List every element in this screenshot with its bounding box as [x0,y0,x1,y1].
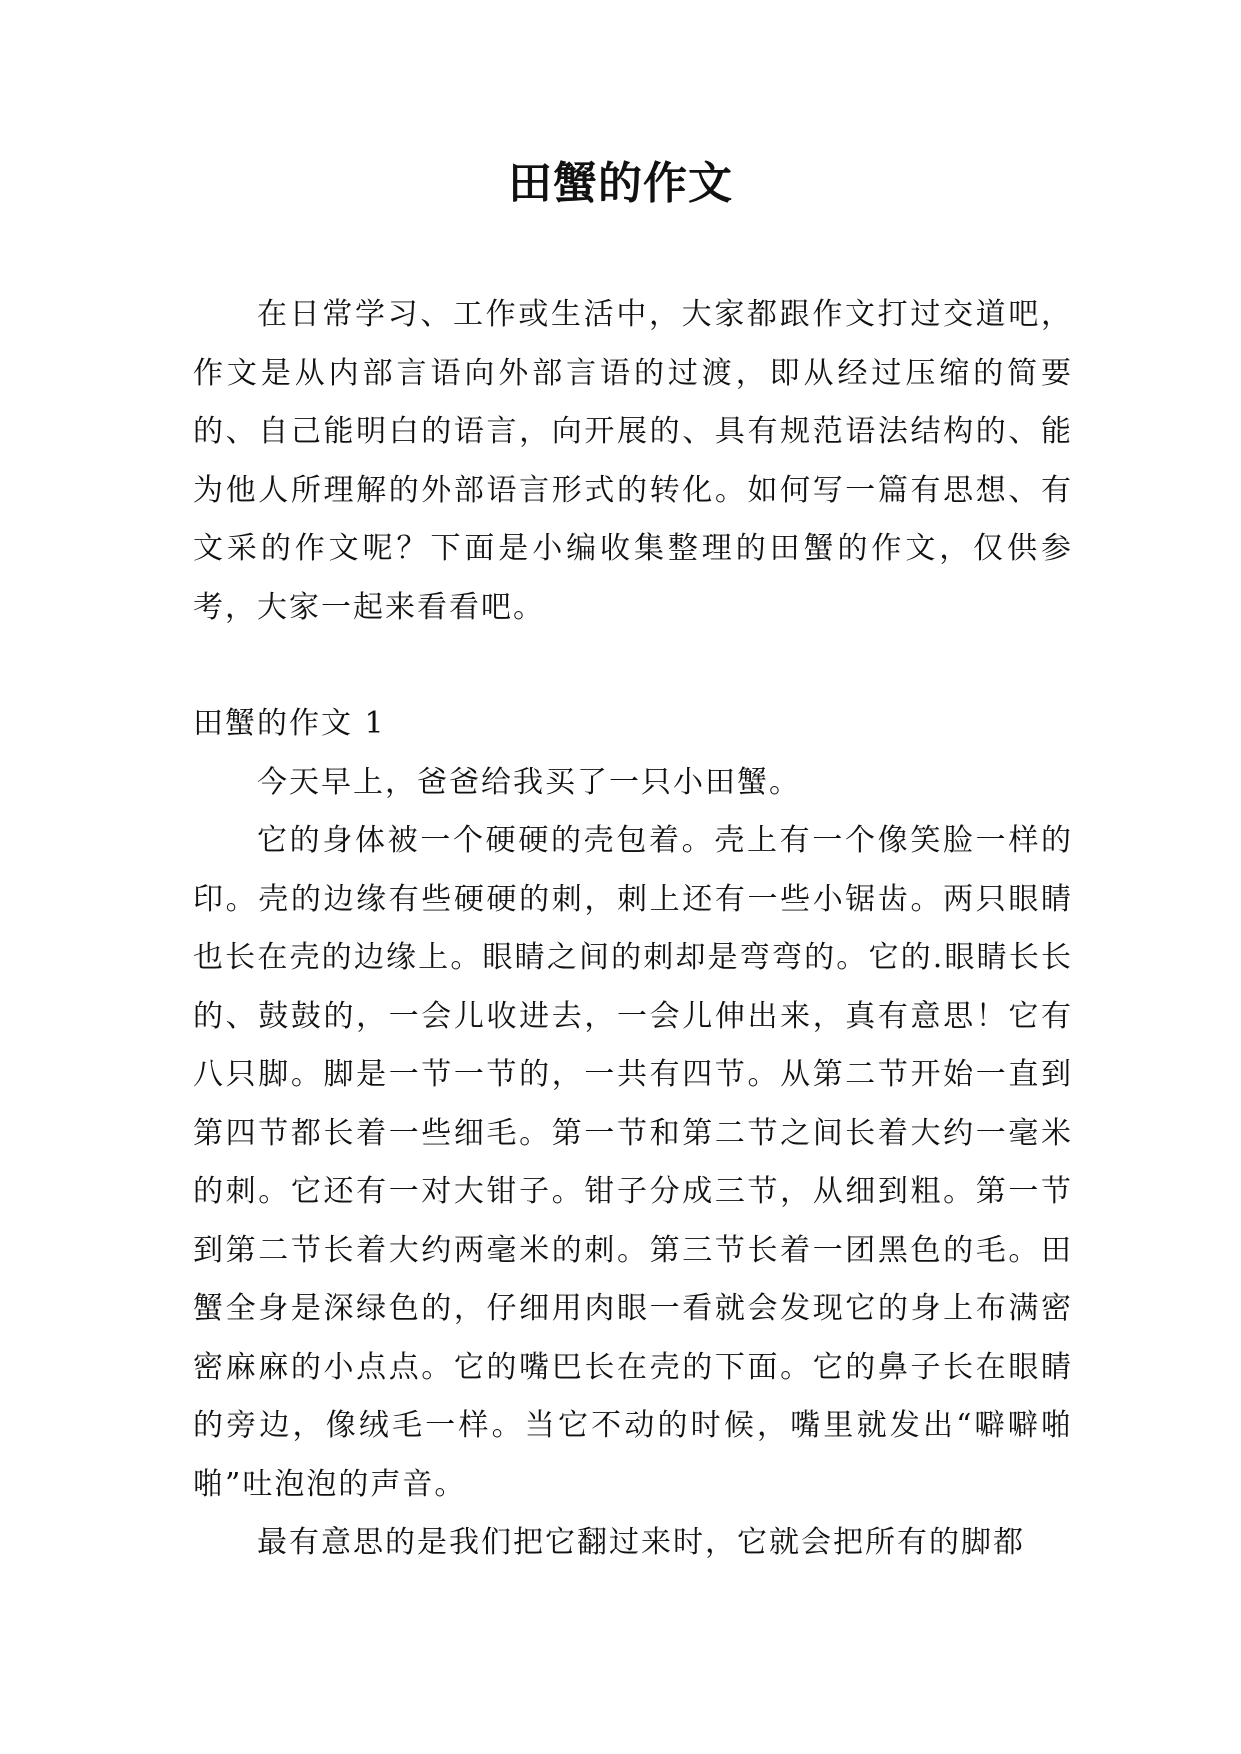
section-heading: 田蟹的作文 1 [193,706,386,741]
body-paragraph-2: 它的身体被一个硬硬的壳包着。壳上有一个像笑脸一样的印。壳的边缘有些硬硬的刺，刺上还有一些小锯齿。两只眼睛也长在壳的边缘上。眼睛之间的刺却是弯弯的。它的.眼睛长长的、鼓鼓的，一会儿收进去，一会儿伸出来，真有意思！它有八只脚。脚是一节一节的，一共有四节。从第二节开始一直到第四节都长着一些细毛。第一节和第二节之间长着大约一毫米的刺。它还有一对大钳子。钳子分成三节，从细到粗。第一节到第二节长着大约两毫米的刺。第三节长着一团黑色的毛。田蟹全身是深绿色的，仔细用肉眼一看就会发现它的身上布满密密麻麻的小点点。它的嘴巴长在壳的下面。它的鼻子长在眼睛的旁边，像绒毛一样。当它不动的时候，嘴里就发出“噼噼啪啪”吐泡泡的声音。 [193,823,1073,1502]
intro-paragraph: 在日常学习、工作或生活中，大家都跟作文打过交道吧，作文是从内部言语向外部言语的过渡，即从经过压缩的简要的、自己能明白的语言，向开展的、具有规范语法结构的、能为他人所理解的外部语言形式的转化。如何写一篇有思想、有文采的作文呢？下面是小编收集整理的田蟹的作文，仅供参考，大家一起来看看吧。 [193,297,1073,625]
document-title: 田蟹的作文 [508,158,733,209]
paragraph-spacer [193,637,1073,695]
body-paragraph-1: 今天早上，爸爸给我买了一只小田蟹。 [257,764,801,800]
body-paragraph-3: 最有意思的是我们把它翻过来时，它就会把所有的脚都 [257,1525,1025,1560]
document-body [193,286,1073,1573]
